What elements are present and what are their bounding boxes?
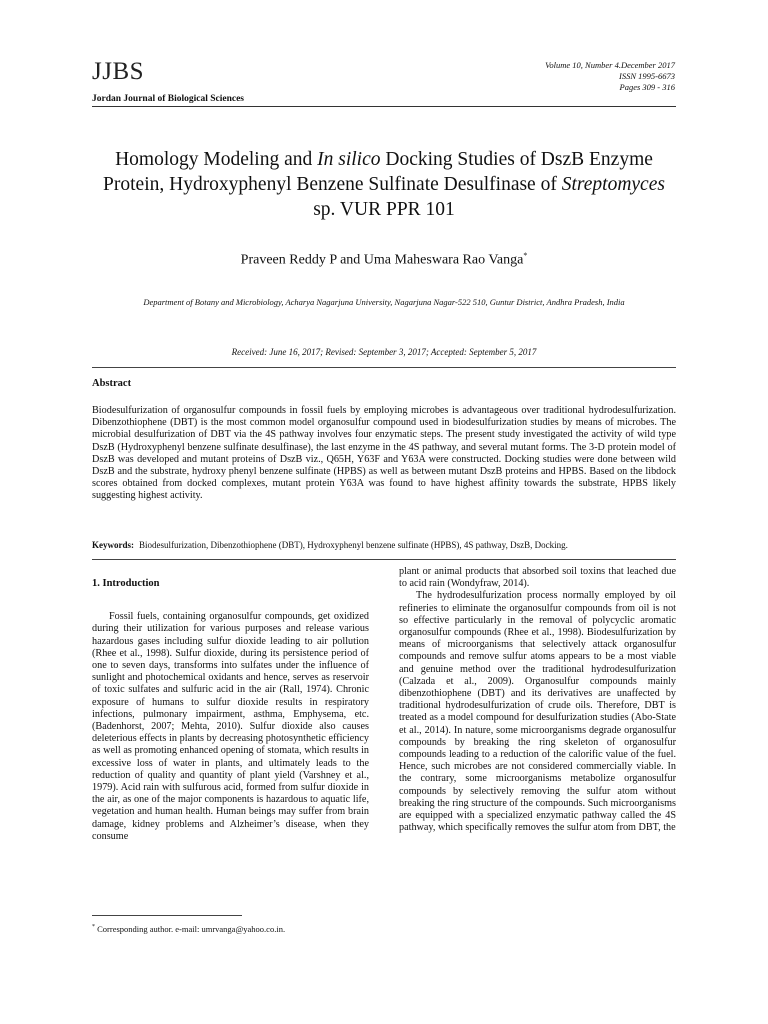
journal-logo: JJBS bbox=[92, 58, 145, 85]
keywords-label: Keywords: bbox=[92, 540, 134, 550]
title-part: Homology Modeling and bbox=[115, 149, 318, 170]
abstract-body: Biodesulfurization of organosulfur compounds in fossil fuels by employing microbes is advantageous over traditional hydrodesulfurization. Dibenzothiophene (DBT) is the most common model organosulfur compound used in biodesulfurization studies by means of microbes. The microbial desulfurization of DBT via the 4S pathway involves four enzymatic steps. The present study investigated the activity of wild type DszB (Hydroxyphenyl benzene sulfinate desulfinase), the last enzyme in the 4S pathway, and several mutant forms. The 3-D protein model of DszB was developed and mutant proteins of DszB viz., Q65H, Y63F and Y63A were constructed. Docking studies were done between wild DszB and the substrate, hydroxy phenyl benzene sulfinate (HPBS) as well as between mutant DszB proteins and HPBS. Based on the libdock scores obtained from docked complexes, mutant protein Y63A was found to have highest affinity towards the substrate, HPBS likely suggesting highest activity. bbox=[92, 405, 676, 502]
keywords-text: Biodesulfurization, Dibenzothiophene (DBT), Hydroxyphenyl benzene sulfinate (HPBS), 4S pathway, DszB, Docking. bbox=[139, 540, 568, 550]
keywords-line bbox=[92, 540, 676, 550]
intro-paragraph: The hydrodesulfurization process normally employed by oil refineries to eliminate the organosulfur compounds from oil is not so effective particularly in the removal of polycyclic aromatic organosulfur compounds (Rhee et al., 1998). Biodesulfurization by means of microorganisms that selectively attack organosulfur compounds and remove sulfur atoms appears to be a most viable and genuine method over the traditional hydrodesulfurization (Calzada et al., 2009). Organosulfur compounds mainly dibenzothiophene (DBT) and its derivatives are unaffected by traditional hydrodesulfurization of crude oils. Therefore, DBT is treated as a model compound for desulfurization studies (Abo-State et al., 2014). In nature, some microorganisms degrade organosulfur compounds by breaking the ring skeleton of organosulfur compounds leading to a reduction of the calorific value of the fuel. Hence, such microbes are not considered commercially viable. In the contrary, some microorganisms metabolize organosulfur compounds by selectively removing the sulfur atom without breaking the ring structure of the compounds. Such microorganisms are equipped with a specialized enzymatic pathway called the 4S pathway, which specifically removes the sulfur atom from DBT, the bbox=[399, 590, 676, 834]
journal-name: Jordan Journal of Biological Sciences bbox=[92, 94, 244, 104]
corresponding-mark: * bbox=[523, 251, 528, 260]
section-divider bbox=[92, 367, 676, 368]
title-italic: In silico bbox=[317, 149, 381, 170]
article-dates: Received: June 16, 2017; Revised: September 3, 2017; Accepted: September 5, 2017 bbox=[231, 347, 537, 357]
authors-text: Praveen Reddy P and Uma Maheswara Rao Vanga bbox=[240, 252, 524, 268]
volume-line: Volume 10, Number 4.December 2017 bbox=[545, 60, 675, 70]
footnote-divider bbox=[92, 915, 242, 916]
affiliation: Department of Botany and Microbiology, Acharya Nagarjuna University, Nagarjuna Nagar-522 510, Guntur District, Andhra Pradesh, India bbox=[143, 297, 625, 307]
title-part: Docking Studies of DszB Enzyme Protein, Hydroxyphenyl Benzene Sulfinate Desulfinase of bbox=[103, 149, 653, 195]
header-divider bbox=[92, 106, 676, 107]
intro-paragraph: Fossil fuels, containing organosulfur compounds, get oxidized during their utilization for various purposes and release various hazardous gases including sulfur dioxide leading to air pollution (Rhee et al., 1998). Sulfur dioxide, during its persistence period of one to seven days, transforms into sulfates under the influence of sunlight and photochemical oxidants and hence, serves as reservoir of toxic sulfates and sulfuric acid in the air (Rall, 1974). Chronic exposure of humans to sulfur dioxide results in respiratory infections, pulmonary impairment, asthma, Emphysema, etc. (Badenhorst, 2007; Mehta, 2010). Sulfur dioxide also causes deleterious effects in plants by decreasing photosynthetic efficiency as well as promoting enhanced opening of stomata, which results in excessive loss of water in plants, and ultimately leads to the reduction of quality and quantity of plant yield (Varshney et al., 1979). Acid rain with sulfurous acid, formed from sulfur dioxide in the air, as one of the major components is hazardous to aquatic life, vegetation and human health. Human beings may suffer from brain damage, kidney problems and Alzheimer’s disease, when they consume bbox=[92, 611, 369, 842]
abstract-heading: Abstract bbox=[92, 378, 132, 389]
right-column bbox=[399, 566, 676, 834]
issn-line: ISSN 1995-6673 bbox=[619, 71, 675, 81]
title-italic: Streptomyces bbox=[561, 174, 665, 195]
section-divider bbox=[92, 559, 676, 560]
author-list bbox=[92, 251, 676, 269]
footnote-mark: * bbox=[92, 924, 95, 931]
introduction-heading: 1. Introduction bbox=[92, 578, 160, 589]
issue-info bbox=[545, 60, 675, 93]
title-part: sp. VUR PPR 101 bbox=[313, 199, 455, 220]
footnote bbox=[92, 924, 285, 934]
pages-line: Pages 309 - 316 bbox=[619, 82, 675, 92]
left-column bbox=[92, 578, 369, 843]
intro-paragraph: plant or animal products that absorbed soil toxins that leached due to acid rain (Wondyfraw, 2014). bbox=[399, 566, 676, 590]
article-title bbox=[92, 147, 676, 222]
footnote-text: Corresponding author. e-mail: umrvanga@yahoo.co.in. bbox=[97, 924, 286, 934]
